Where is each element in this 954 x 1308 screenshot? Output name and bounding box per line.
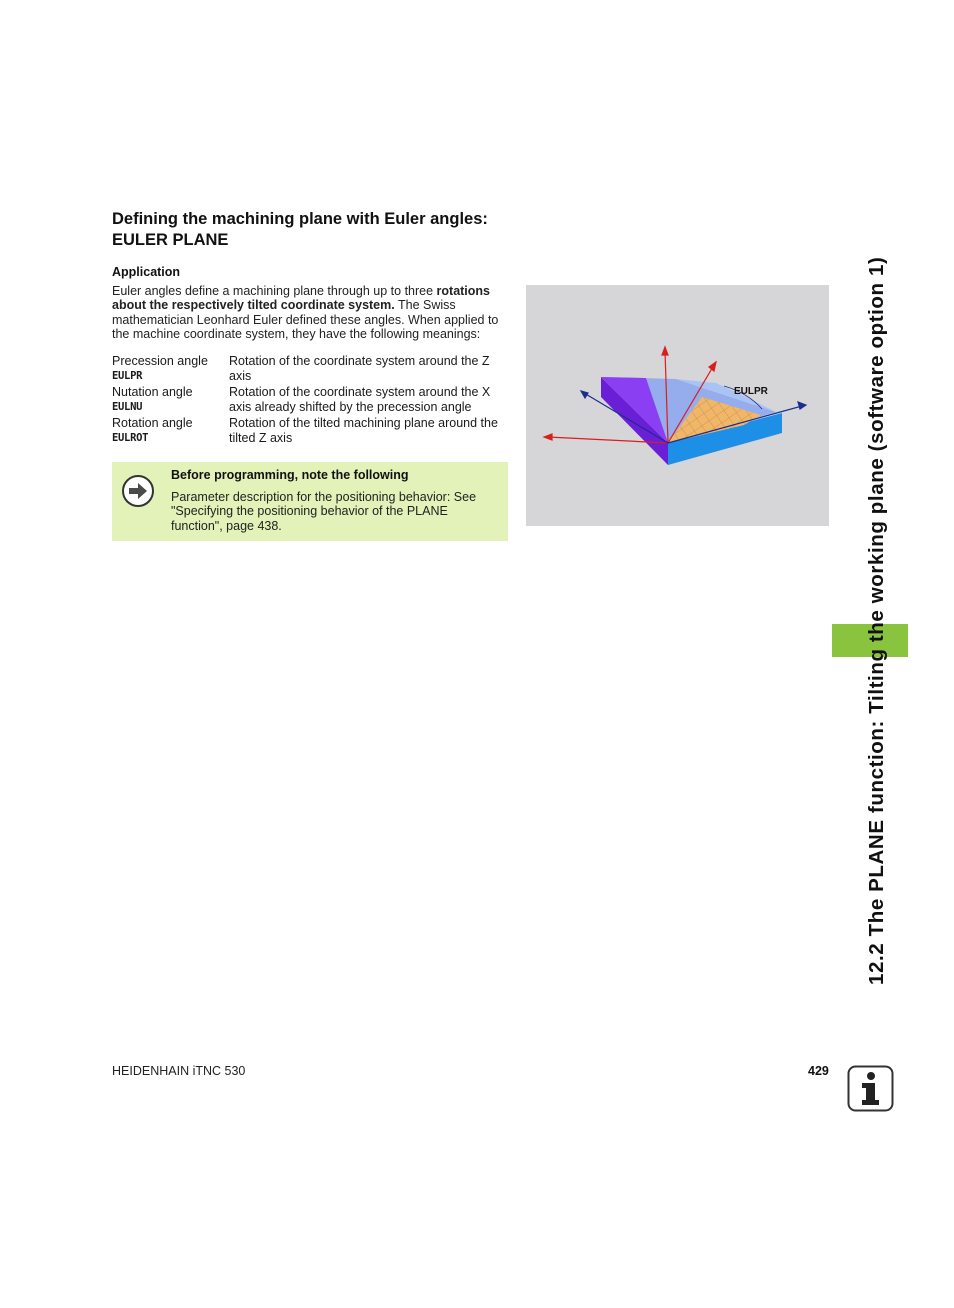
section-title-line1: Defining the machining plane with Euler angles: [112, 210, 488, 228]
definition-term-label: Nutation angle [112, 385, 193, 399]
definition-description: Rotation of the tilted machining plane around the tilted Z axis [229, 416, 498, 445]
note-title: Before programming, note the following [171, 468, 409, 482]
definition-description: Rotation of the coordinate system around the Z axis [229, 354, 490, 383]
definition-term-label: Rotation angle [112, 416, 193, 430]
definition-term [112, 416, 227, 445]
note-box [112, 462, 508, 541]
definition-code: EULPR [112, 369, 143, 382]
figure-label: EULPR [734, 386, 768, 397]
definition-term-label: Precession angle [112, 354, 208, 368]
intro-part1: Euler angles define a machining plane through up to three [112, 284, 437, 298]
definition-description: Rotation of the coordinate system around the X axis already shifted by the precession angle [229, 385, 491, 414]
arrow-right-icon [121, 474, 155, 508]
definition-code: EULROT [112, 431, 149, 444]
info-icon [847, 1065, 894, 1112]
definition-code: EULNU [112, 400, 143, 413]
definition-term [112, 354, 227, 383]
section-title [112, 209, 512, 251]
footer-product: HEIDENHAIN iTNC 530 [112, 1064, 246, 1078]
euler-angle-figure [526, 285, 829, 526]
intro-part2: The Swiss mathematician Leonhard Euler defined these angles. When applied to the machine coordinate system, they have the following meanings: [112, 298, 499, 341]
definition-term [112, 385, 227, 414]
section-title-line2: EULER PLANE [112, 231, 229, 249]
side-chapter-title: 12.2 The PLANE function: Tilting the working plane (software option 1) [865, 256, 888, 985]
note-text: Parameter description for the positioning behavior: See "Specifying the positioning behavior of the PLANE function", page 438. [171, 490, 477, 533]
intro-bold: rotations about the respectively tilted coordinate system. [112, 284, 491, 313]
intro-paragraph [112, 284, 508, 341]
page-number: 429 [808, 1064, 829, 1078]
subheading: Application [112, 265, 181, 279]
